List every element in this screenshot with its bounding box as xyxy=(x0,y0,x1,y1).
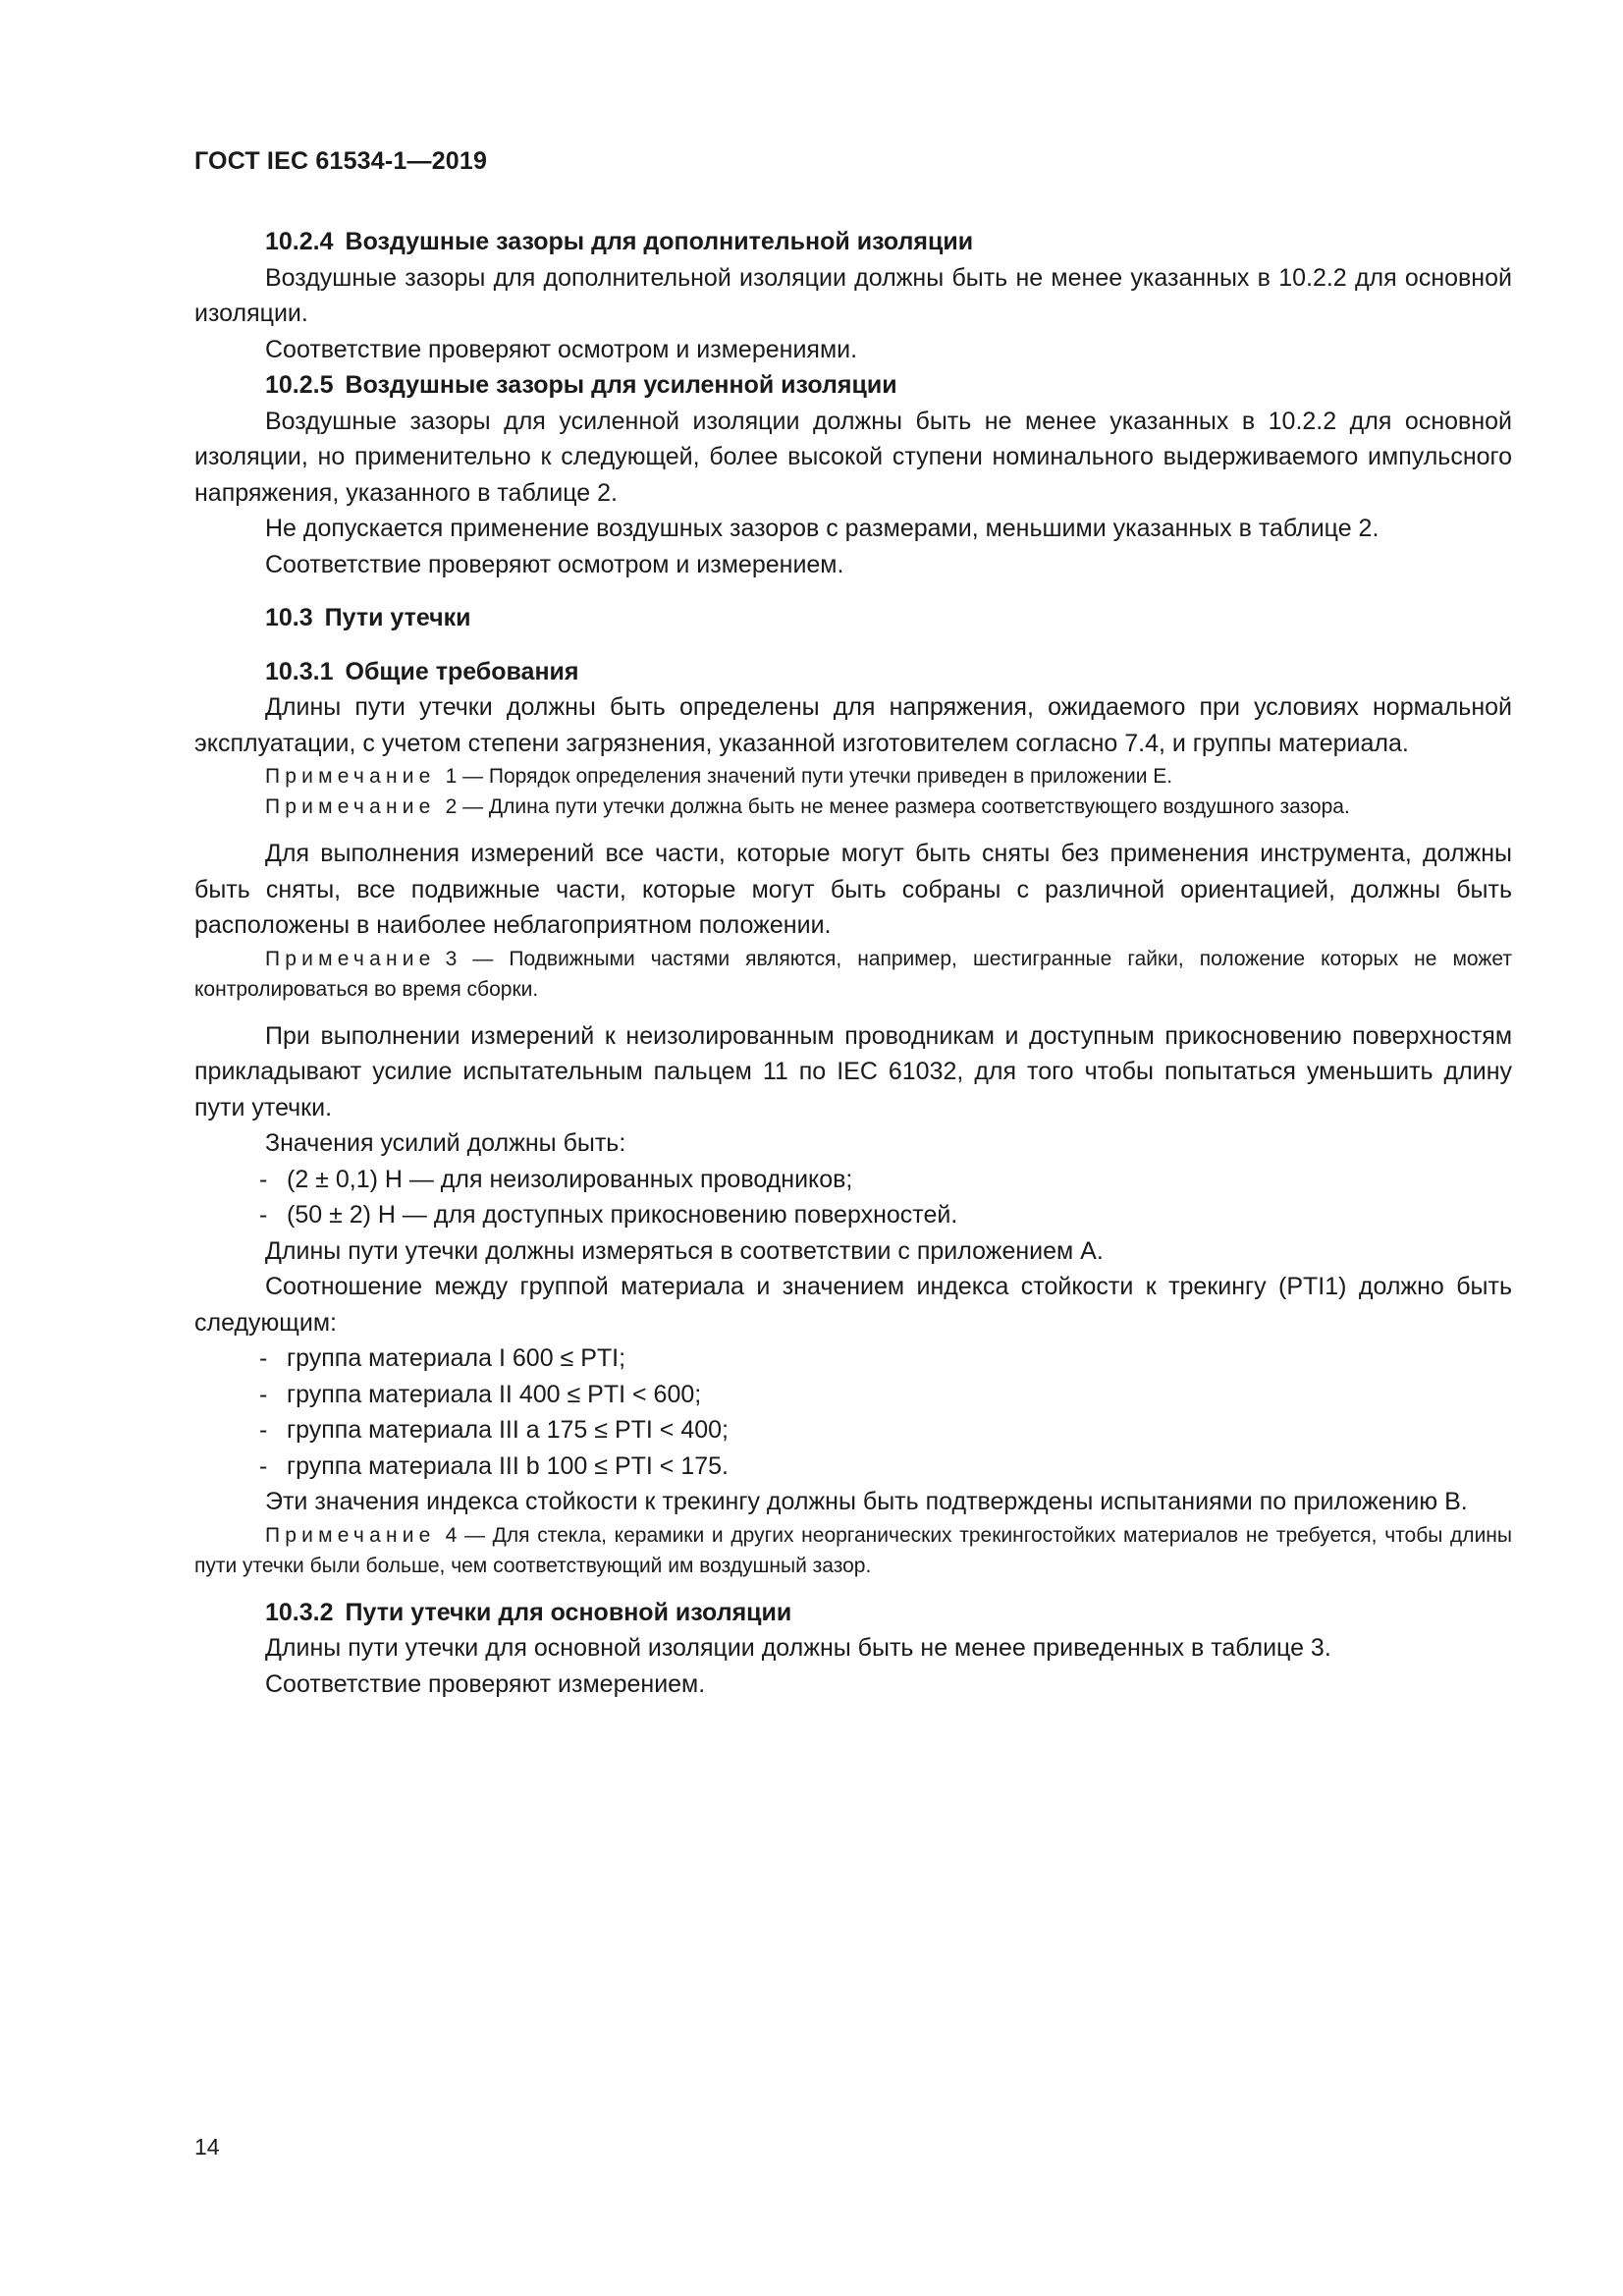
note xyxy=(194,1520,1512,1581)
list-item xyxy=(194,1197,1512,1233)
paragraph: Соотношение между группой материала и значением индекса стойкости к трекингу (PTI1) должно быть следующим: xyxy=(194,1273,1512,1337)
note-text: 1 — Порядок определения значений пути утечки приведен в приложении Е. xyxy=(445,765,1173,788)
document-header: ГОСТ IEC 61534-1—2019 xyxy=(194,147,488,175)
list-item-text: группа материала I 600 ≤ PTI; xyxy=(287,1344,626,1372)
list-item xyxy=(194,1162,1512,1198)
section-number: 10.2.5 xyxy=(265,371,334,399)
document-body xyxy=(194,224,1512,1702)
list-bullet: - xyxy=(259,1380,268,1408)
note-text: 4 — Для стекла, керамики и других неорганических трекингостойких материалов не требуется, чтобы длины пути утечки были больше, чем соответствующий им воздушный зазор. xyxy=(194,1523,1512,1577)
paragraph: При выполнении измерений к неизолированным проводникам и доступным прикосновению поверхностям прикладывают усилие испытательным пальцем 11 по IEC 61032, для того чтобы попытаться уменьшить длину пути утечки. xyxy=(194,1021,1512,1121)
paragraph: Соответствие проверяют осмотром и измерениями. xyxy=(265,335,858,363)
list-item-text: группа материала II 400 ≤ PTI < 600; xyxy=(287,1380,702,1408)
paragraph: Длины пути утечки должны измеряться в соответствии с приложением А. xyxy=(265,1236,1104,1265)
page-number: 14 xyxy=(194,2134,220,2159)
section-title: Воздушные зазоры для дополнительной изоляции xyxy=(345,228,974,255)
list-item-text: (2 ± 0,1) Н — для неизолированных проводников; xyxy=(287,1165,853,1193)
section-number: 10.3 xyxy=(265,604,313,631)
note xyxy=(194,792,1512,822)
section-heading-10-3-1 xyxy=(194,654,1512,690)
note xyxy=(194,761,1512,792)
section-heading-10-2-5 xyxy=(194,367,1512,404)
section-number: 10.2.4 xyxy=(265,228,334,255)
list-bullet: - xyxy=(259,1344,268,1372)
list-bullet: - xyxy=(259,1165,268,1193)
section-number: 10.3.1 xyxy=(265,657,334,685)
note-label: Примечание xyxy=(265,947,436,970)
section-heading-10-3-2 xyxy=(194,1595,1512,1631)
list-item xyxy=(194,1340,1512,1377)
paragraph: Соответствие проверяют осмотром и измерением. xyxy=(265,550,844,578)
note-label: Примечание xyxy=(265,1523,436,1547)
note-label: Примечание xyxy=(265,765,436,788)
section-heading-10-3 xyxy=(194,600,1512,636)
list-bullet: - xyxy=(259,1451,268,1480)
section-title: Пути утечки для основной изоляции xyxy=(345,1598,792,1626)
list-bullet: - xyxy=(259,1416,268,1444)
paragraph: Для выполнения измерений все части, которые могут быть сняты без применения инструмента, должны быть сняты, все подвижные части, которые могут быть собраны с различной ориентацией, должны быть расположены в наиболее неблагоприятном положении. xyxy=(194,840,1512,939)
list-item-text: группа материала III a 175 ≤ PTI < 400; xyxy=(287,1416,729,1444)
paragraph: Не допускается применение воздушных зазоров с размерами, меньшими указанных в таблице 2. xyxy=(265,515,1380,542)
paragraph: Длины пути утечки для основной изоляции должны быть не менее приведенных в таблице 3. xyxy=(265,1634,1331,1662)
paragraph: Длины пути утечки должны быть определены для напряжения, ожидаемого при условиях нормальной эксплуатации, с учетом степени загрязнения, указанной изготовителем согласно 7.4, и группы материала. xyxy=(194,693,1512,757)
section-title: Пути утечки xyxy=(324,604,471,631)
list-item xyxy=(194,1449,1512,1485)
section-number: 10.3.2 xyxy=(265,1598,334,1626)
section-heading-10-2-4 xyxy=(194,224,1512,260)
list-item xyxy=(194,1412,1512,1449)
list-item-text: (50 ± 2) Н — для доступных прикосновению поверхностей. xyxy=(287,1201,958,1229)
paragraph: Воздушные зазоры для усиленной изоляции должны быть не менее указанных в 10.2.2 для основной изоляции, но применительно к следующей, более высокой ступени номинального выдерживаемого импульсного напряжения, указанного в таблице 2. xyxy=(194,407,1512,507)
paragraph: Соответствие проверяют измерением. xyxy=(265,1669,706,1698)
section-title: Общие требования xyxy=(345,657,579,685)
list-item xyxy=(194,1377,1512,1413)
paragraph: Значения усилий должны быть: xyxy=(265,1129,626,1157)
section-title: Воздушные зазоры для усиленной изоляции xyxy=(345,371,897,399)
list-bullet: - xyxy=(259,1201,268,1229)
note xyxy=(194,944,1512,1005)
paragraph: Воздушные зазоры для дополнительной изоляции должны быть не менее указанных в 10.2.2 для основной изоляции. xyxy=(194,263,1512,327)
note-text: 2 — Длина пути утечки должна быть не менее размера соответствующего воздушного зазора. xyxy=(445,795,1350,818)
note-label: Примечание xyxy=(265,795,436,818)
paragraph: Эти значения индекса стойкости к трекингу должны быть подтверждены испытаниями по приложению В. xyxy=(265,1488,1468,1515)
list-item-text: группа материала III b 100 ≤ PTI < 175. xyxy=(287,1451,729,1480)
note-text: 3 — Подвижными частями являются, например, шестигранные гайки, положение которых не может контролироваться во время сборки. xyxy=(194,947,1512,1001)
